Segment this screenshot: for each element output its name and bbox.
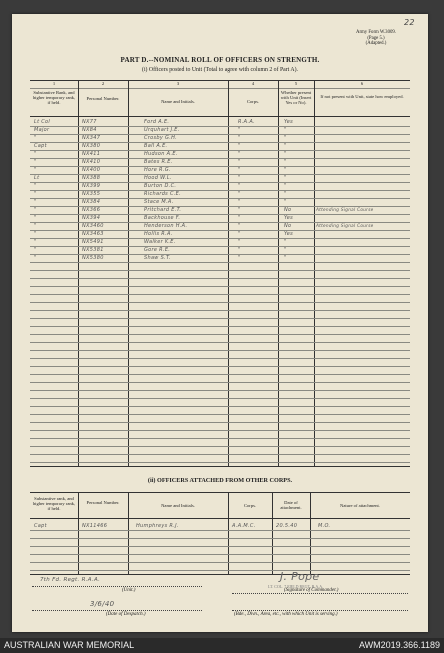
cell-number: NX384	[82, 199, 101, 205]
cell-present: "	[284, 167, 287, 173]
form-page: 22 Army Form W.3009. (Page 5.) (Adapted.) PART D.--NOMINAL ROLL OF OFFICERS ON STRENGTH. (i) Officers posted to Unit (Total to agree with column 2 of Part A). 1 2 3 4 5 6 Substantive Rank, and higher temporary rank, if held. Personal Number. Name and Initials. Corps. Whether present with Unit (Insert Yes or No). If not present with Unit, state how employed. Lt Col NX77 Ford A.E. R.A.A. Yes Major NX84 Urquhart J.E. " " " NX347 Crosby G.H. " " Capt NX380 Ball A.E. " " " NX411 Hudson A.E. " " " NX410 Bates R.E. " " " NX400 Hore R.G. " " Lt NX388 Hood W.L. " " " NX399 Burton D.C. " " " NX355 Richards C.E. " " " NX384 Stace M.A. " " " NX366 Pritchard E.T. " No Attending Signal Course " NX394 Backhouse F. " Yes " NX3460 Henderson H.A. " No Attending Signal Course " NX3463 Hollis R.A. " Yes " NX5491 Walker K.E. " " " NX5381 Gore R.E. " " " NX5380 Shaw S.T. " " (ii) OFFICERS ATTACHED FROM OTHER CORPS. Substantive rank, and higher temporary rank, if held. Personal Number. Name and Initials. Corps. Date of attachment. Nature of attachment. Capt NX11466 Humphreys R.J. A.A.M.C. 20.5.40 M.O. 7th Fd. Regt. R.A.A. (Unit.) 3/6/40 (Date of Despatch.) J. Pope LT. COL. 7 FIELD REGT. R.A.A. (Signature of Commander.) (Bde., Divn., Area, etc., with which Unit is serving.)	[12, 14, 428, 632]
header-rank: Substantive Rank, and higher temporary rank, if held.	[32, 90, 76, 106]
form-title: PART D.--NOMINAL ROLL OF OFFICERS ON STRENGTH.	[120, 56, 320, 64]
cell-rank: Lt	[34, 175, 40, 181]
cell-rank: "	[34, 167, 37, 173]
cell-corps: "	[238, 151, 241, 157]
officer-stamp: LT. COL. 7 FIELD REGT. R.A.A.	[268, 584, 324, 589]
cell-name: Burton D.C.	[144, 183, 177, 189]
cell-number: NX5381	[82, 247, 104, 253]
cell-name: Bates R.E.	[144, 159, 173, 165]
cell-present: No	[284, 207, 292, 213]
header2-nature: Nature of attachment.	[340, 503, 380, 508]
cell-rank: Capt	[34, 143, 47, 149]
page-number: 22	[404, 18, 415, 27]
cell-name: Shaw S.T.	[144, 255, 171, 261]
cell-present: "	[284, 255, 287, 261]
cell-name: Ball A.E.	[144, 143, 168, 149]
cell-employed: Attending Signal Course	[316, 207, 374, 212]
cell-name: Richards C.E.	[144, 191, 181, 197]
cell-rank: "	[34, 183, 37, 189]
signature-label: (Signature of Commander.)	[284, 588, 339, 593]
cell-corps: "	[238, 159, 241, 165]
unit-value: 7th Fd. Regt. R.A.A.	[40, 577, 101, 583]
cell-corps: "	[238, 199, 241, 205]
cell-number: NX410	[82, 159, 101, 165]
cell-present: "	[284, 191, 287, 197]
cell-rank: "	[34, 151, 37, 157]
header-number: Personal Number.	[86, 96, 120, 101]
cell-corps: "	[238, 183, 241, 189]
cell-present: Yes	[284, 215, 294, 221]
cell-present: Yes	[284, 231, 294, 237]
cell-corps: "	[238, 207, 241, 213]
header-present: Whether present with Unit (Insert Yes or No).	[280, 90, 312, 106]
cell-present: "	[284, 127, 287, 133]
header2-name: Name and Initials.	[161, 503, 195, 508]
cell-rank: "	[34, 223, 37, 229]
cell-rank: "	[34, 215, 37, 221]
cell-corps: "	[238, 143, 241, 149]
cell-number: NX3460	[82, 223, 104, 229]
cell-corps: "	[238, 167, 241, 173]
cell-corps: "	[238, 175, 241, 181]
header-name: Name and Initials.	[161, 99, 195, 104]
archive-name: AUSTRALIAN WAR MEMORIAL	[4, 640, 135, 650]
cell-name: Gore R.E.	[144, 247, 171, 253]
date-value: 3/6/40	[90, 600, 115, 608]
cell-present: "	[284, 175, 287, 181]
cell-number: NX411	[82, 151, 101, 157]
cell-number: NX84	[82, 127, 97, 133]
cell-number: NX380	[82, 143, 101, 149]
cell-rank: Lt Col	[34, 119, 51, 125]
cell-present: "	[284, 199, 287, 205]
cell-rank: "	[34, 247, 37, 253]
cell-number: NX366	[82, 207, 101, 213]
header2-date: Date of attachment.	[280, 500, 302, 511]
cell-name: Hore R.G.	[144, 167, 171, 173]
cell-rank: "	[34, 255, 37, 261]
form-subtitle: (i) Officers posted to Unit (Total to agree with column 2 of Part A).	[142, 67, 298, 73]
cell-corps: "	[238, 215, 241, 221]
cell-present: "	[284, 183, 287, 189]
cell-present: "	[284, 247, 287, 253]
cell-rank: "	[34, 191, 37, 197]
cell-corps: R.A.A.	[238, 119, 256, 125]
cell-present: No	[284, 223, 292, 229]
form-reference: Army Form W.3009. (Page 5.) (Adapted.)	[356, 30, 396, 47]
cell-corps: "	[238, 247, 241, 253]
cell-name: Pritchard E.T.	[144, 207, 182, 213]
cell-corps: "	[238, 231, 241, 237]
cell-number: NX400	[82, 167, 101, 173]
bde-label: (Bde., Divn., Area, etc., with which Unit is serving.)	[234, 612, 338, 617]
archive-reference: AWM2019.366.1189	[358, 640, 440, 650]
cell-name: Ford A.E.	[144, 119, 170, 125]
cell-present: "	[284, 135, 287, 141]
cell-rank: "	[34, 199, 37, 205]
cell-number: NX3463	[82, 231, 104, 237]
cell-rank: "	[34, 239, 37, 245]
section2-title: (ii) OFFICERS ATTACHED FROM OTHER CORPS.	[147, 477, 293, 484]
cell-name: Backhouse F.	[144, 215, 181, 221]
cell-number: NX5380	[82, 255, 104, 261]
cell-number: NX388	[82, 175, 101, 181]
cell-number: NX394	[82, 215, 101, 221]
header-absent: If not present with Unit, state how employed.	[320, 94, 404, 99]
date-label: (Date of Despatch.)	[106, 612, 146, 617]
cell-corps: "	[238, 127, 241, 133]
commander-signature: J. Pope	[280, 570, 320, 583]
cell-present: "	[284, 159, 287, 165]
cell-corps: "	[238, 135, 241, 141]
cell-number: NX5491	[82, 239, 104, 245]
cell-rank: "	[34, 207, 37, 213]
cell-name: Hood W.L.	[144, 175, 172, 181]
cell-present: Yes	[284, 119, 294, 125]
cell-number: NX77	[82, 119, 97, 125]
cell-corps: "	[238, 191, 241, 197]
cell-rank: "	[34, 231, 37, 237]
cell-name: Henderson H.A.	[144, 223, 188, 229]
cell-number: NX399	[82, 183, 101, 189]
cell-number: NX347	[82, 135, 101, 141]
cell-present: "	[284, 143, 287, 149]
header2-rank: Substantive rank, and higher temporary rank, if held.	[32, 496, 76, 512]
unit-label: (Unit.)	[122, 588, 136, 593]
cell-corps: "	[238, 255, 241, 261]
cell-rank: "	[34, 135, 37, 141]
cell-employed: Attending Signal Course	[316, 223, 374, 228]
cell-name: Hudson A.E.	[144, 151, 178, 157]
cell-name: Hollis R.A.	[144, 231, 173, 237]
cell-name: Urquhart J.E.	[144, 127, 180, 133]
cell-rank: "	[34, 159, 37, 165]
cell-corps: "	[238, 223, 241, 229]
cell-name: Crosby G.H.	[144, 135, 178, 141]
cell-name: Stace M.A.	[144, 199, 174, 205]
header2-corps: Corps.	[243, 503, 257, 508]
cell-rank: Major	[34, 127, 50, 133]
archive-footer	[0, 638, 444, 653]
header2-number: Personal Number.	[86, 500, 120, 505]
cell-name: Walker K.E.	[144, 239, 176, 245]
cell-number: NX355	[82, 191, 101, 197]
cell-present: "	[284, 239, 287, 245]
cell-present: "	[284, 151, 287, 157]
cell-corps: "	[238, 239, 241, 245]
header-corps: Corps.	[246, 99, 260, 104]
